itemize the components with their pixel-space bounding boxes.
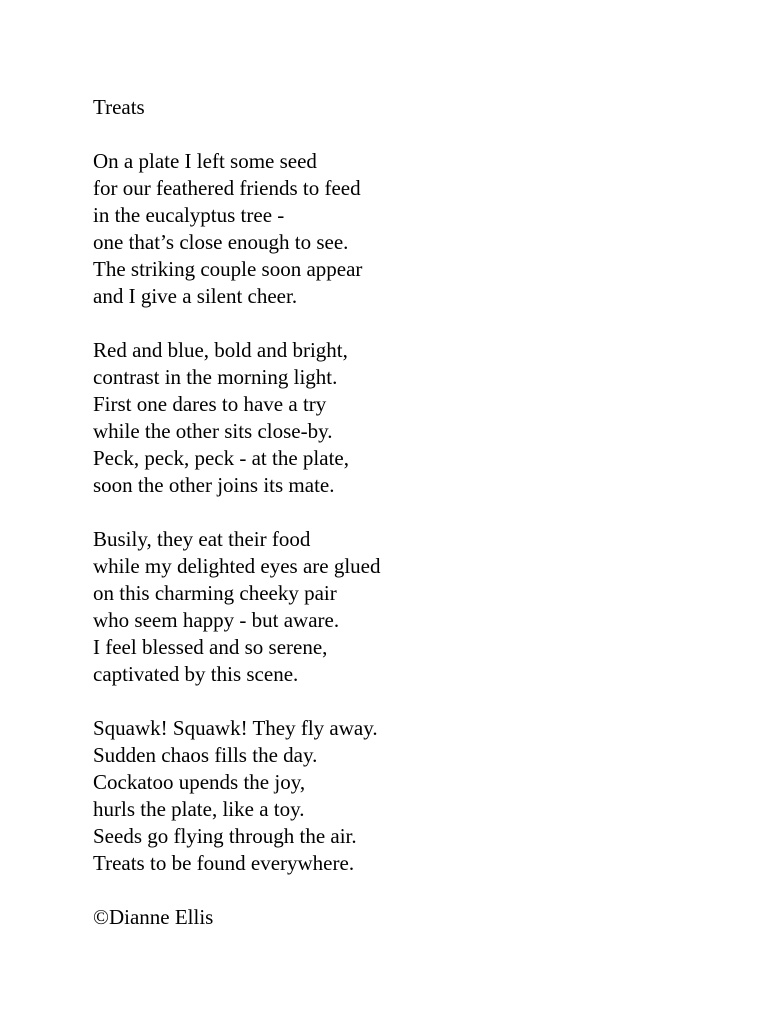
poem-line: Treats to be found everywhere.: [93, 851, 355, 875]
poem-line: who seem happy - but aware.: [93, 608, 340, 632]
poem-line: Busily, they eat their food: [93, 527, 311, 551]
poem-line: I feel blessed and so serene,: [93, 635, 328, 659]
poem-line: Squawk! Squawk! They fly away.: [93, 716, 378, 740]
poem-line: The striking couple soon appear: [93, 257, 363, 281]
stanza-4: [93, 715, 733, 877]
poem-line: On a plate I left some seed: [93, 149, 317, 173]
poem-line: one that’s close enough to see.: [93, 230, 349, 254]
poem-page: [93, 94, 733, 931]
poem-line: hurls the plate, like a toy.: [93, 797, 305, 821]
poem-line: on this charming cheeky pair: [93, 581, 337, 605]
poem-line: while my delighted eyes are glued: [93, 554, 381, 578]
poem-line: and I give a silent cheer.: [93, 284, 298, 308]
author-credit: ©Dianne Ellis: [93, 905, 214, 929]
poem-title: Treats: [93, 95, 145, 119]
poem-line: Cockatoo upends the joy,: [93, 770, 306, 794]
poem-line: Red and blue, bold and bright,: [93, 338, 348, 362]
poem-line: contrast in the morning light.: [93, 365, 338, 389]
poem-line: in the eucalyptus tree -: [93, 203, 285, 227]
stanza-1: [93, 148, 733, 310]
poem-line: while the other sits close-by.: [93, 419, 333, 443]
poem-line: for our feathered friends to feed: [93, 176, 361, 200]
poem-line: First one dares to have a try: [93, 392, 327, 416]
poem-line: soon the other joins its mate.: [93, 473, 335, 497]
poem-line: Peck, peck, peck - at the plate,: [93, 446, 349, 470]
stanza-2: [93, 337, 733, 499]
poem-line: Seeds go flying through the air.: [93, 824, 357, 848]
stanza-3: [93, 526, 733, 688]
poem-line: Sudden chaos fills the day.: [93, 743, 318, 767]
poem-line: captivated by this scene.: [93, 662, 299, 686]
